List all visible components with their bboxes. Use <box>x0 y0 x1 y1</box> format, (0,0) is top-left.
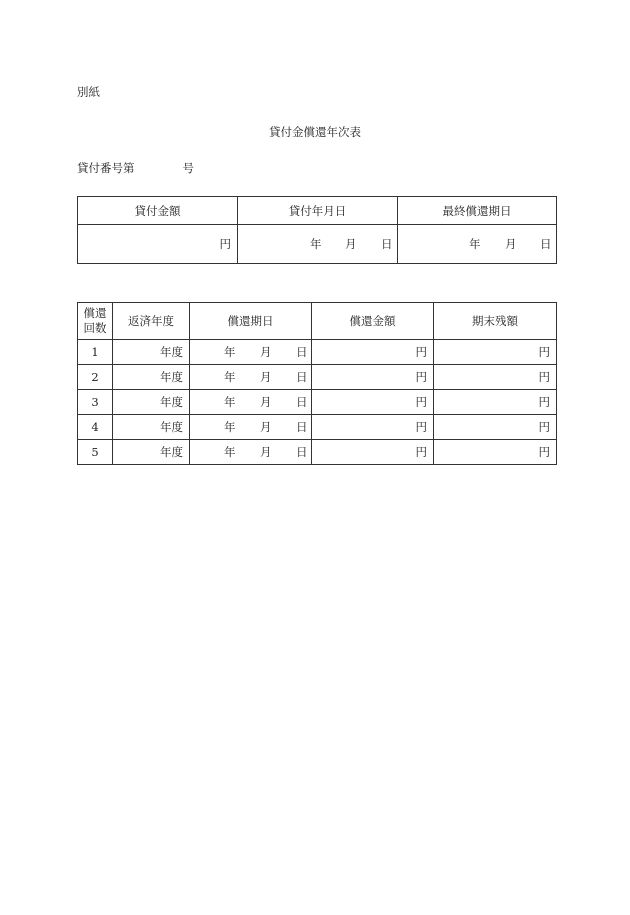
repayment-date-cell[interactable] <box>190 440 312 465</box>
loan-summary-table <box>77 196 557 264</box>
month-unit: 月 <box>260 370 272 384</box>
day-unit: 日 <box>381 237 393 251</box>
repayment-amount-cell[interactable] <box>312 390 434 415</box>
day-unit: 日 <box>296 420 308 434</box>
header-ending-balance: 期末残額 <box>434 303 557 340</box>
yen-unit: 円 <box>538 345 550 359</box>
year-unit: 年 <box>224 345 236 359</box>
yen-unit: 円 <box>415 395 427 409</box>
year-unit: 年 <box>469 237 481 251</box>
repayment-amount-cell[interactable] <box>312 415 434 440</box>
loan-summary-header-row <box>78 197 557 225</box>
year-unit: 年 <box>224 420 236 434</box>
day-unit: 日 <box>296 370 308 384</box>
repayment-date-cell[interactable] <box>190 340 312 365</box>
yen-unit: 円 <box>538 395 550 409</box>
header-loan-date: 貸付年月日 <box>238 197 398 225</box>
schedule-row <box>78 415 557 440</box>
appendix-label: 別紙 <box>77 85 100 99</box>
ending-balance-cell[interactable] <box>434 440 557 465</box>
loan-number-suffix: 号 <box>182 161 194 175</box>
loan-number-prefix: 貸付番号第 <box>77 161 135 175</box>
fiscal-year-unit: 年度 <box>160 370 183 384</box>
final-repayment-date-cell[interactable] <box>398 225 557 264</box>
repayment-amount-cell[interactable] <box>312 340 434 365</box>
repayment-date-cell[interactable] <box>190 415 312 440</box>
yen-unit: 円 <box>538 445 550 459</box>
yen-unit: 円 <box>415 345 427 359</box>
fiscal-year-cell[interactable] <box>113 390 190 415</box>
ending-balance-cell[interactable] <box>434 365 557 390</box>
month-unit: 月 <box>345 237 357 251</box>
schedule-row <box>78 340 557 365</box>
yen-unit: 円 <box>219 237 231 251</box>
year-unit: 年 <box>224 445 236 459</box>
schedule-header-row <box>78 303 557 340</box>
repayment-schedule-table <box>77 302 557 465</box>
month-unit: 月 <box>260 445 272 459</box>
ending-balance-cell[interactable] <box>434 415 557 440</box>
day-unit: 日 <box>296 345 308 359</box>
fiscal-year-cell[interactable] <box>113 440 190 465</box>
month-unit: 月 <box>260 345 272 359</box>
yen-unit: 円 <box>538 370 550 384</box>
loan-number-line <box>77 160 194 176</box>
fiscal-year-unit: 年度 <box>160 395 183 409</box>
ending-balance-cell[interactable] <box>434 390 557 415</box>
fiscal-year-cell[interactable] <box>113 365 190 390</box>
row-number: 2 <box>78 365 113 390</box>
repayment-date-cell[interactable] <box>190 365 312 390</box>
loan-amount-cell[interactable] <box>78 225 238 264</box>
row-number: 5 <box>78 440 113 465</box>
fiscal-year-cell[interactable] <box>113 340 190 365</box>
yen-unit: 円 <box>415 420 427 434</box>
month-unit: 月 <box>260 395 272 409</box>
ending-balance-cell[interactable] <box>434 340 557 365</box>
document-title: 貸付金償還年次表 <box>269 125 361 139</box>
row-number: 4 <box>78 415 113 440</box>
repayment-amount-cell[interactable] <box>312 365 434 390</box>
header-repayment-date: 償還期日 <box>190 303 312 340</box>
fiscal-year-unit: 年度 <box>160 345 183 359</box>
schedule-row <box>78 365 557 390</box>
fiscal-year-unit: 年度 <box>160 420 183 434</box>
fiscal-year-cell[interactable] <box>113 415 190 440</box>
month-unit: 月 <box>505 237 517 251</box>
year-unit: 年 <box>224 395 236 409</box>
day-unit: 日 <box>296 445 308 459</box>
year-unit: 年 <box>310 237 322 251</box>
day-unit: 日 <box>540 237 552 251</box>
schedule-row <box>78 390 557 415</box>
repayment-amount-cell[interactable] <box>312 440 434 465</box>
row-number: 3 <box>78 390 113 415</box>
year-unit: 年 <box>224 370 236 384</box>
yen-unit: 円 <box>415 445 427 459</box>
yen-unit: 円 <box>538 420 550 434</box>
header-fiscal-year: 返済年度 <box>113 303 190 340</box>
header-final-repayment-date: 最終償還期日 <box>398 197 557 225</box>
schedule-row <box>78 440 557 465</box>
header-repayment-count: 償還 回数 <box>78 303 113 340</box>
loan-date-cell[interactable] <box>238 225 398 264</box>
header-repayment-amount: 償還金額 <box>312 303 434 340</box>
month-unit: 月 <box>260 420 272 434</box>
yen-unit: 円 <box>415 370 427 384</box>
repayment-date-cell[interactable] <box>190 390 312 415</box>
row-number: 1 <box>78 340 113 365</box>
header-loan-amount: 貸付金額 <box>78 197 238 225</box>
loan-summary-value-row <box>78 225 557 264</box>
fiscal-year-unit: 年度 <box>160 445 183 459</box>
day-unit: 日 <box>296 395 308 409</box>
